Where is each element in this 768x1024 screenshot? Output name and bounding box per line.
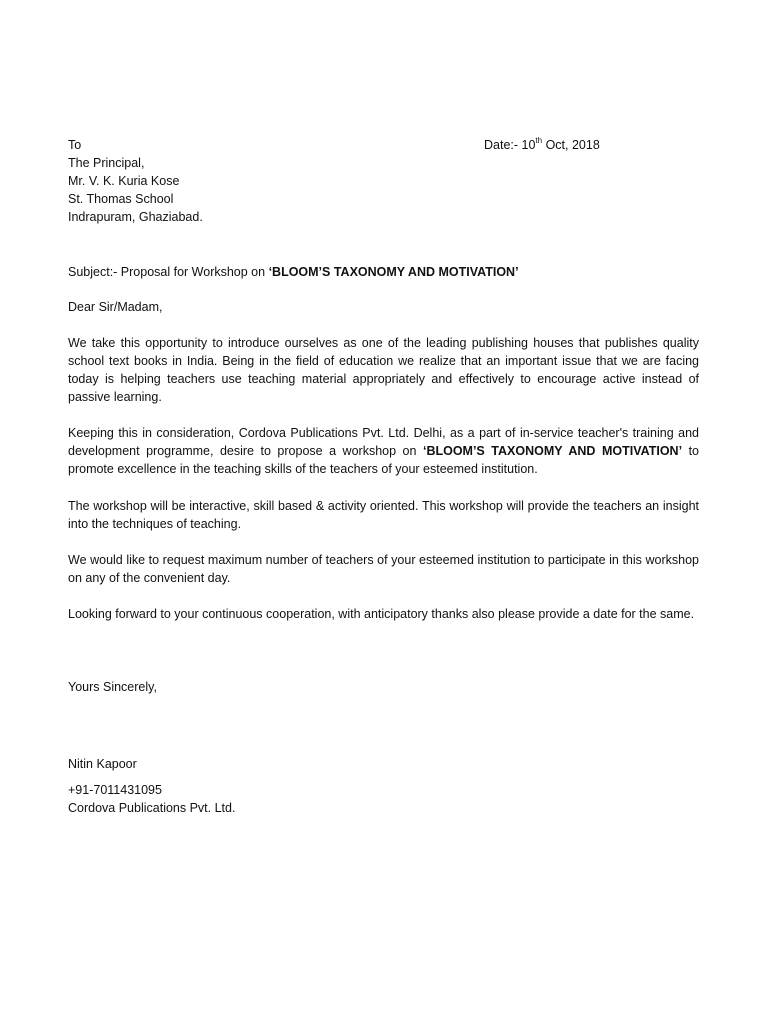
- paragraph-proposal: [68, 424, 699, 478]
- recipient-school: St. Thomas School: [68, 192, 174, 206]
- subject-topic: ‘BLOOM’S TAXONOMY AND MOTIVATION’: [268, 265, 519, 279]
- date-prefix: Date:- 10: [484, 138, 536, 152]
- paragraph-closing-note: Looking forward to your continuous cooperation, with anticipatory thanks also please provide a date for the same.: [68, 607, 695, 621]
- date-rest: Oct, 2018: [542, 138, 600, 152]
- paragraph-workshop-details: The workshop will be interactive, skill based & activity oriented. This workshop will provide the teachers an insight into the techniques of teaching.: [68, 499, 699, 531]
- subject-prefix: Subject:- Proposal for Workshop on: [68, 265, 269, 279]
- paragraph-request: We would like to request maximum number of teachers of your esteemed institution to participate in this workshop on any of the convenient day.: [68, 553, 699, 585]
- proposal-text-start: Keeping this in consideration, Cordova Publications Pvt. Ltd. Delhi, as a part of in-service teacher's training and development programme, desire to propose a workshop on: [68, 426, 699, 458]
- date-ordinal: th: [535, 135, 543, 145]
- signer-phone: +91-7011431095: [68, 783, 162, 797]
- signer-company: Cordova Publications Pvt. Ltd.: [68, 801, 236, 815]
- closing-phrase: Yours Sincerely,: [68, 680, 157, 694]
- proposal-topic: ‘BLOOM’S TAXONOMY AND MOTIVATION’: [422, 444, 683, 458]
- recipient-location: Indrapuram, Ghaziabad.: [68, 210, 203, 224]
- recipient-name: Mr. V. K. Kuria Kose: [68, 174, 180, 188]
- paragraph-introduction: We take this opportunity to introduce ourselves as one of the leading publishing houses that publishes quality school text books in India. Being in the field of education we realize that an important issue that we are facing today is helping teachers use teaching material appropriately and effectively to encourage active instead of passive learning.: [68, 336, 699, 404]
- signer-name: Nitin Kapoor: [68, 757, 137, 771]
- recipient-address: [68, 136, 368, 226]
- salutation: Dear Sir/Madam,: [68, 300, 163, 314]
- proposal-text-end: to promote excellence in the teaching skills of the teachers of your esteemed institution.: [68, 444, 699, 476]
- to-label: To: [68, 138, 82, 152]
- letter-date: [484, 136, 600, 154]
- subject-line: [68, 263, 708, 281]
- recipient-title: The Principal,: [68, 156, 145, 170]
- signer-contact: [68, 781, 235, 817]
